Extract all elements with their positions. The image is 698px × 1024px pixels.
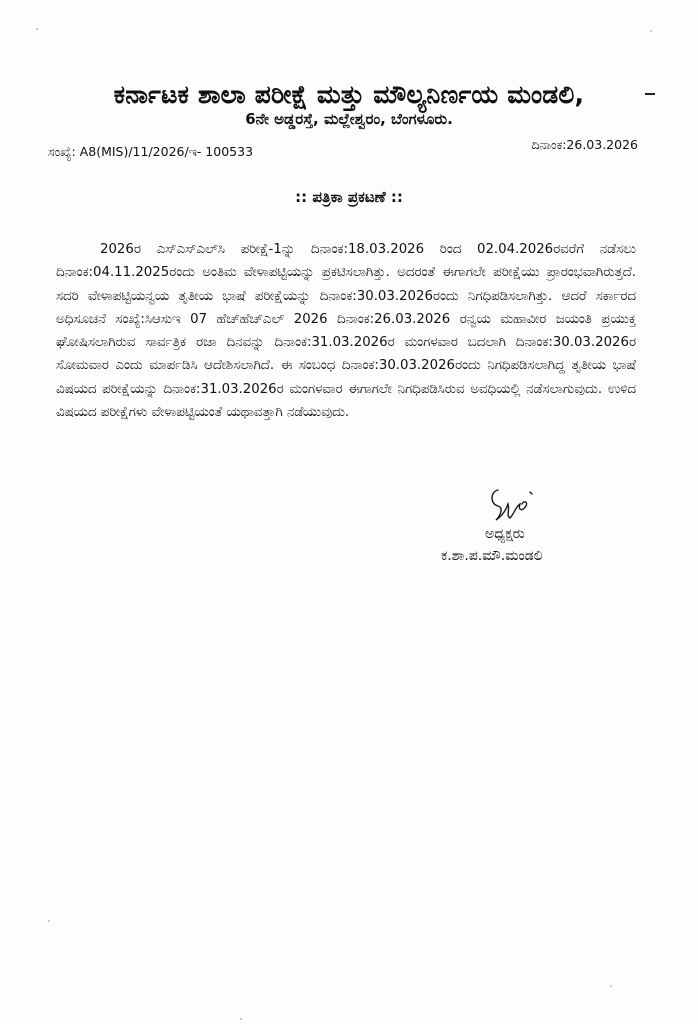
press-release-heading: :: ಪತ್ರಿಕಾ ಪ್ರಕಟಣೆ :: bbox=[295, 188, 403, 206]
organization-address: 6ನೇ ಅಡ್ಡರಸ್ತೆ, ಮಲ್ಲೇಶ್ವರಂ, ಬೆಂಗಳೂರು. bbox=[245, 110, 453, 128]
body-text: 2026ರ ಎಸ್‌ಎಸ್‌ಎಲ್‌ಸಿ ಪರೀಕ್ಷೆ-1ನ್ನು ದಿನಾಂಕ:18.03.2026 ರಿಂದ 02.04.2026ರವರೆಗೆ ನಡೆಸಲು ದಿನಾಂಕ:04.11.2025ರಂದು ಅಂತಿಮ ವೇಳಾಪಟ್ಟಿಯನ್ನು ಪ್ರಕಟಿಸಲಾಗಿತ್ತು. ಅದರಂತೆ ಈಗಾಗಲೇ ಪರೀಕ್ಷೆಯು ಪ್ರಾರಂಭವಾಗಿರುತ್ತದೆ. ಸದರಿ ವೇಳಾಪಟ್ಟಿಯನ್ವಯ ತೃತೀಯ ಭಾಷೆ ಪರೀಕ್ಷೆಯನ್ನು ದಿನಾಂಕ:30.03.2026ರಂದು ನಿಗಧಿಪಡಿಸಲಾಗಿತ್ತು. ಆದರೆ ಸರ್ಕಾರದ ಅಧಿಸೂಚನೆ ಸಂಖ್ಯೆ:ಸಿಆಸುಇ 07 ಹೆಚ್‌ಹೆಚ್‌ಎಲ್ 2026 ದಿನಾಂಕ:26.03.2026 ರನ್ವಯ ಮಹಾವೀರ ಜಯಂತಿ ಪ್ರಯುಕ್ತ ಘೋಷಿಸಲಾಗಿರುವ ಸಾರ್ವತ್ರಿಕ ರಜಾ ದಿನವನ್ನು ದಿನಾಂಕ:31.03.2026ರ ಮಂಗಳವಾರ ಬದಲಾಗಿ ದಿನಾಂಕ:30.03.2026ರ ಸೋಮವಾರ ಎಂದು ಮಾರ್ಪಡಿಸಿ ಆದೇಶಿಸಲಾಗಿದೆ. ಈ ಸಂಬಂಧ ದಿನಾಂಕ:30.03.2026ರಂದು ನಿಗಧಿಪಡಿಸಲಾಗಿದ್ದ ತೃತೀಯ ಭಾಷೆ ವಿಷಯದ ಪರೀಕ್ಷೆಯನ್ನು ದಿನಾಂಕ:31.03.2026ರ ಮಂಗಳವಾರ ಈಗಾಗಲೇ ನಿಗಧಿಪಡಿಸಿರುವ ಅವಧಿಯಲ್ಲಿ ನಡೆಸಲಾಗುವುದು. ಉಳಿದ ವಿಷಯದ ಪರೀಕ್ಷೆಗಳು ವೇಳಾಪಟ್ಟಿಯಂತೆ ಯಥಾವತ್ತಾಗಿ ನಡೆಯುವುದು. bbox=[56, 242, 636, 421]
scan-speck bbox=[48, 920, 50, 922]
scan-speck bbox=[240, 1018, 242, 1020]
reference-number: ಸಂಖ್ಯೆ: A8(MIS)/11/2026/ಇ- 100533 bbox=[48, 144, 254, 159]
document-date: ದಿನಾಂಕ:26.03.2026 bbox=[531, 137, 638, 152]
signatory-title: ಅಧ್ಯಕ್ಷರು bbox=[485, 526, 525, 542]
scan-speck bbox=[610, 985, 612, 987]
organization-name: ಕರ್ನಾಟಕ ಶಾಲಾ ಪರೀಕ್ಷೆ ಮತ್ತು ಮೌಲ್ಯನಿರ್ಣಯ ಮಂಡಲಿ, bbox=[113, 80, 585, 109]
scan-speck bbox=[36, 28, 38, 30]
body-paragraph bbox=[56, 238, 636, 424]
signature-icon bbox=[486, 486, 546, 526]
scan-speck bbox=[650, 30, 652, 32]
title-trailing-dash bbox=[645, 93, 655, 95]
signatory-organization: ಕ.ಶಾ.ಪ.ಮೌ.ಮಂಡಲಿ bbox=[441, 548, 543, 564]
